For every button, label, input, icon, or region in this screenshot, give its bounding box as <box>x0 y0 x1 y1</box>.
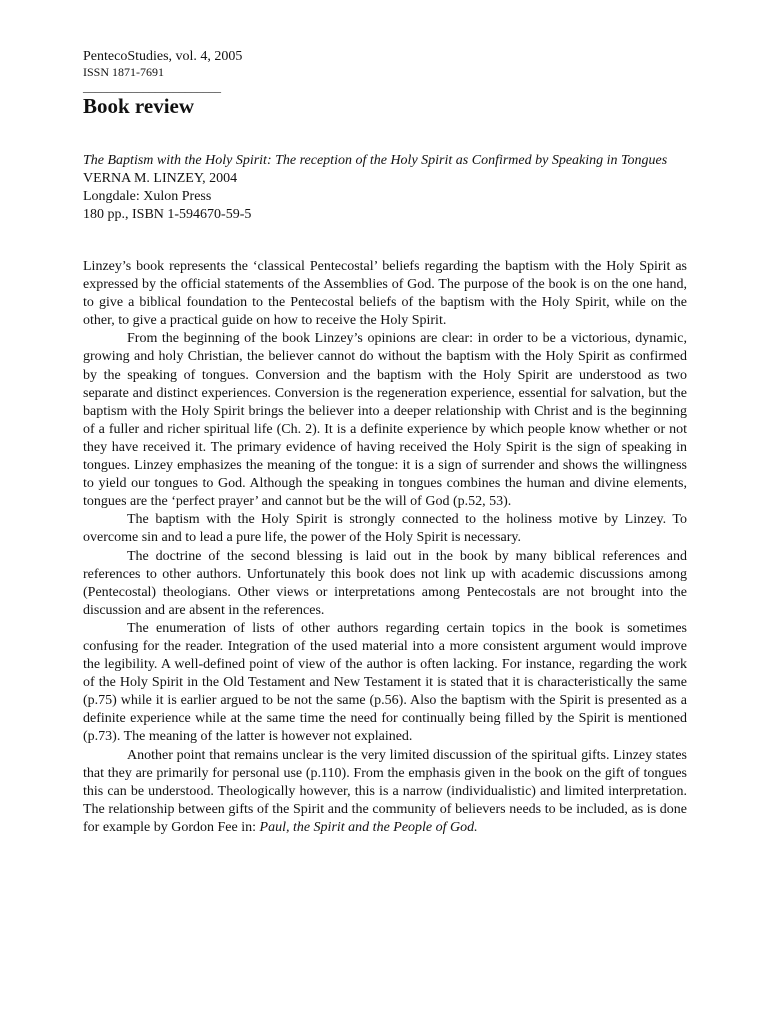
paragraph: The enumeration of lists of other authors regarding certain topics in the book is sometimes confusing for the reader. Integration of the used material into a more consistent argument would improve the legibility. A well-defined point of view of the author is often lacking. For instance, regarding the work of the Holy Spirit in the Old Testament and New Testament it is stated that it is characteristically the same (p.75) while it is earlier argued to be not the same (p.56). Also the baptism with the Spirit is presented as a definite experience while at the same time the need for continually being filled by the Spirit is mentioned (p.73). The meaning of the latter is however not explained. <box>83 620 687 745</box>
book-title: The Baptism with the Holy Spirit: The reception of the Holy Spirit as Confirmed by Speaking in Tongues <box>83 153 668 168</box>
review-body <box>83 258 687 837</box>
journal-citation: PentecoStudies, vol. 4, 2005 <box>83 49 243 64</box>
paragraph: From the beginning of the book Linzey’s opinions are clear: in order to be a victorious, dynamic, growing and holy Christian, the believer cannot do without the baptism with the Holy Spirit as confirmed by the speaking of tongues. Conversion and the baptism with the Holy Spirit are understood as two separate and distinct experiences. Conversion is the regeneration experience, essential for salvation, but the baptism with the Holy Spirit brings the believer into a deeper relationship with Christ and is the beginning of a fuller and richer spiritual life (Ch. 2). It is a definite experience by which people know whether or not they have received it. The primary evidence of having received the Holy Spirit is the sign of speaking in tongues. Linzey emphasizes the meaning of the tongue: it is a sign of surrender and shows the willingness to yield our tongues to God. Although the speaking in tongues combines the human and divine elements, tongues are the ‘perfect prayer’ and cannot but be the will of God (p.52, 53). <box>83 331 687 510</box>
book-author: VERNA M. LINZEY, 2004 <box>83 171 238 186</box>
cited-work-title: Paul, the Spirit and the People of God. <box>259 819 478 835</box>
book-details: 180 pp., ISBN 1-594670-59-5 <box>83 207 252 222</box>
header-rule: _______________________ <box>83 80 221 94</box>
paragraph <box>83 747 687 837</box>
document-page <box>83 48 687 837</box>
page-title: Book review <box>83 94 195 118</box>
paragraph-text: Another point that remains unclear is the very limited discussion of the spiritual gifts. Linzey states that they are primarily for personal use (p.110). From the emphasis given in the book on the gift of tongues this can be understood. Theologically however, this is a narrow (individualistic) and limited interpretation. The relationship between gifts of the Spirit and the community of believers needs to be included, as is done for example by Gordon Fee in: <box>83 747 687 835</box>
paragraph: Linzey’s book represents the ‘classical Pentecostal’ beliefs regarding the baptism with the Holy Spirit as expressed by the official statements of the Assemblies of God. The purpose of the book is on the one hand, to give a biblical foundation to the Pentecostal beliefs of the baptism with the Holy Spirit, while on the other, to give a practical guide on how to receive the Holy Spirit. <box>83 259 687 329</box>
paragraph: The baptism with the Holy Spirit is strongly connected to the holiness motive by Linzey. To overcome sin and to lead a pure life, the power of the Holy Spirit is necessary. <box>83 512 687 546</box>
bibliographic-entry <box>83 152 687 224</box>
paragraph: The doctrine of the second blessing is laid out in the book by many biblical references and references to other authors. Unfortunately this book does not link up with academic discussions among (Pentecostal) theologians. Other views or interpretations among Pentecostals are not brought into the discussion and are absent in the references. <box>83 548 687 618</box>
issn-number: ISSN 1871-7691 <box>83 65 165 79</box>
book-publisher: Longdale: Xulon Press <box>83 189 212 204</box>
